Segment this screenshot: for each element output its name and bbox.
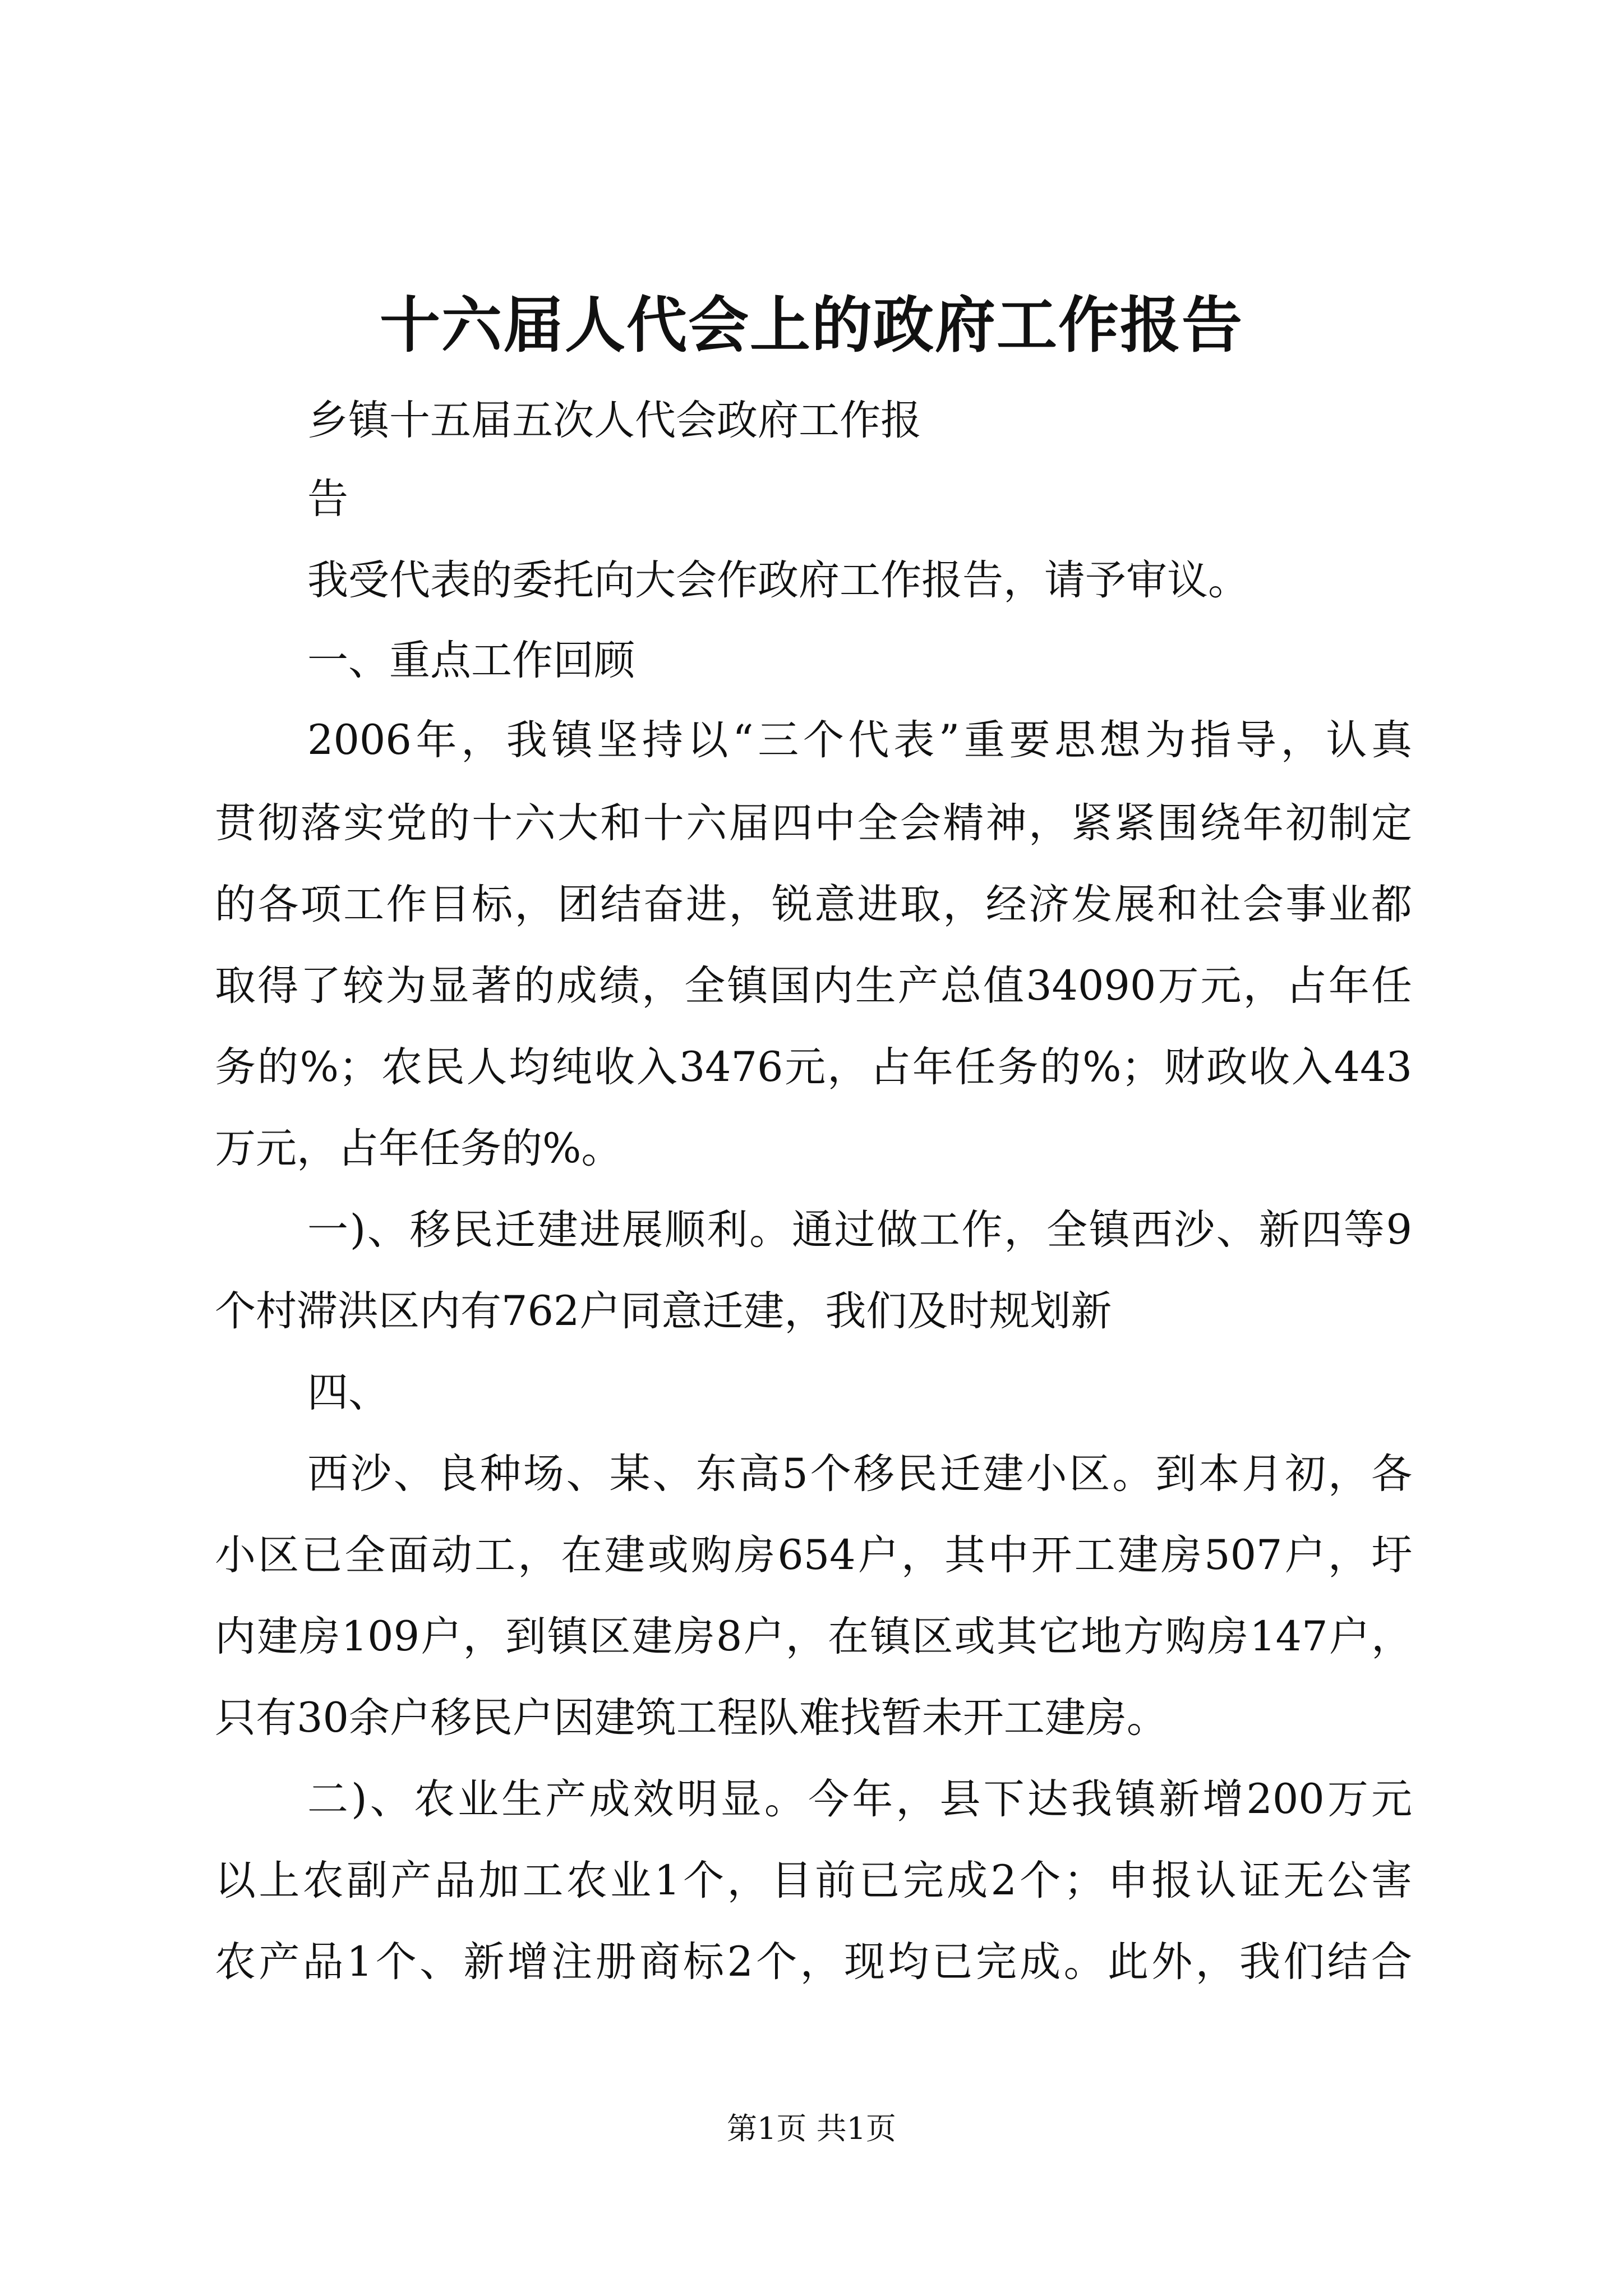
paragraph-line: 告 bbox=[307, 475, 348, 523]
paragraph-line: 贯彻落实党的十六大和十六届四中全会精神，紧紧围绕年初制定 bbox=[215, 799, 1412, 847]
section-heading: 一、重点工作回顾 bbox=[307, 637, 635, 684]
paragraph-line: 务的%；农民人均纯收入3476元，占年任务的%；财政收入443 bbox=[215, 1043, 1412, 1091]
page-footer: 第1页 共1页 bbox=[727, 2111, 896, 2146]
paragraph-line: 万元，占年任务的%。 bbox=[215, 1125, 623, 1172]
paragraph-line: 我受代表的委托向大会作政府工作报告，请予审议。 bbox=[307, 556, 1249, 604]
document-title: 十六届人代会上的政府工作报告 bbox=[379, 290, 1243, 361]
paragraph-line: 农产品1个、新增注册商标2个，现均已完成。此外，我们结合 bbox=[215, 1938, 1412, 1986]
paragraph-line: 内建房109户，到镇区建房8户，在镇区或其它地方购房147户， bbox=[215, 1613, 1412, 1660]
paragraph-line: 只有30余户移民户因建筑工程队难找暂未开工建房。 bbox=[215, 1694, 1168, 1742]
paragraph-line: 西沙、良种场、某、东高5个移民迁建小区。到本月初，各 bbox=[307, 1450, 1412, 1498]
paragraph-line: 个村滞洪区内有762户同意迁建，我们及时规划新 bbox=[215, 1287, 1112, 1335]
paragraph-line: 以上农副产品加工农业1个，目前已完成2个；申报认证无公害 bbox=[215, 1857, 1412, 1904]
paragraph-line: 二)、农业生产成效明显。今年，县下达我镇新增200万元 bbox=[307, 1775, 1412, 1823]
paragraph-line: 的各项工作目标，团结奋进，锐意进取，经济发展和社会事业都 bbox=[215, 881, 1412, 928]
paragraph-line: 一)、移民迁建进展顺利。通过做工作，全镇西沙、新四等9 bbox=[307, 1206, 1412, 1254]
paragraph-line: 取得了较为显著的成绩，全镇国内生产总值34090万元，占年任 bbox=[215, 962, 1412, 1010]
paragraph-line: 2006年，我镇坚持以“三个代表”重要思想为指导，认真 bbox=[307, 716, 1412, 764]
paragraph-line: 小区已全面动工，在建或购房654户，其中开工建房507户，圩 bbox=[215, 1531, 1412, 1579]
paragraph-line: 四、 bbox=[307, 1369, 389, 1416]
paragraph-line: 乡镇十五届五次人代会政府工作报 bbox=[307, 397, 921, 444]
